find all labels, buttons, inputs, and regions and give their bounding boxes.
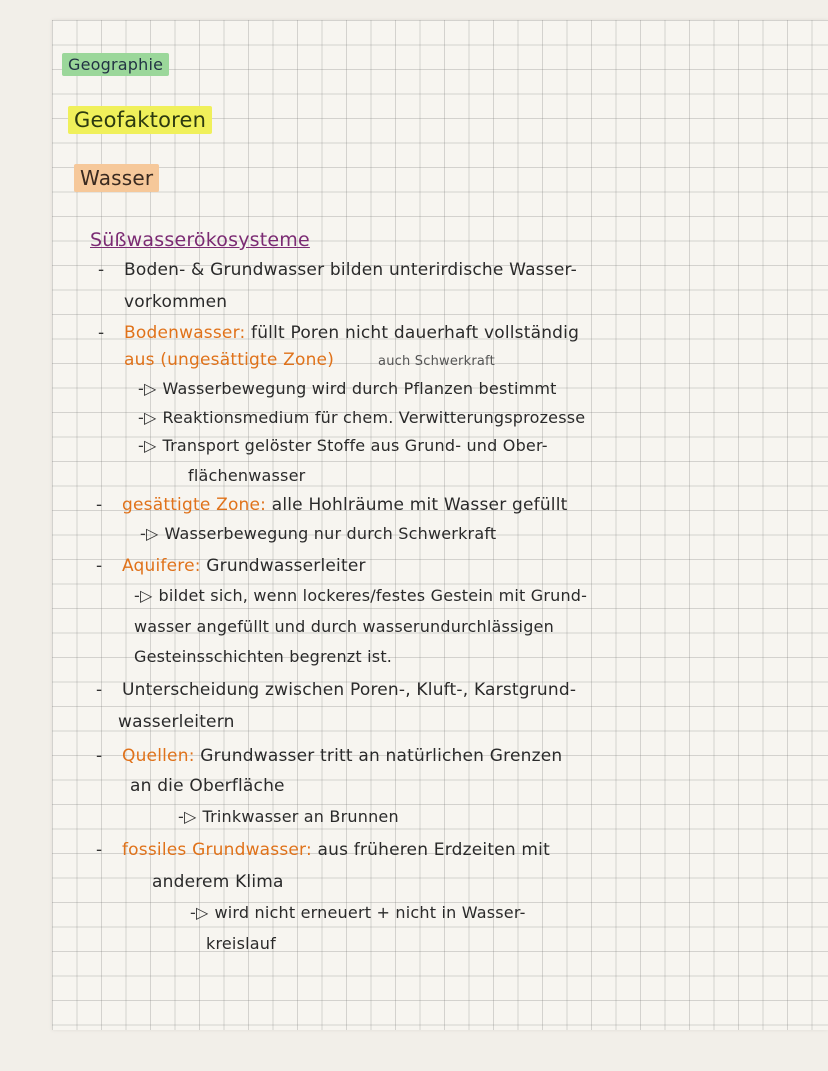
note-line: -▷ Trinkwasser an Brunnen (178, 807, 399, 826)
note-line: -▷ bildet sich, wenn lockeres/festes Gestein mit Grund- (134, 586, 588, 605)
note-line: -▷ wird nicht erneuert + nicht in Wasser- (190, 903, 526, 922)
note-line: vorkommen (124, 292, 228, 312)
note-line: aus (ungesättigte Zone) auch Schwerkraft (124, 350, 495, 370)
heading: Süßwasserökosysteme (90, 229, 310, 251)
note-line: - gesättigte Zone: alle Hohlräume mit Wasser gefüllt (96, 495, 568, 515)
note-line: -▷ Transport gelöster Stoffe aus Grund- und Ober- (138, 436, 548, 455)
note-line: wasserleitern (118, 712, 235, 732)
note-line: an die Oberfläche (130, 776, 285, 796)
note-line: anderem Klima (152, 872, 284, 892)
note-line: Gesteinsschichten begrenzt ist. (134, 647, 393, 666)
note-line: -▷ Reaktionsmedium für chem. Verwitterungsprozesse (138, 408, 586, 427)
note-line: - Boden- & Grundwasser bilden unterirdische Wasser- (98, 260, 577, 280)
note-line: - fossiles Grundwasser: aus früheren Erdzeiten mit (96, 840, 550, 860)
note-line: - Aquifere: Grundwasserleiter (96, 556, 366, 576)
subject-label: Geographie (62, 55, 169, 74)
note-line: -▷ Wasserbewegung nur durch Schwerkraft (140, 524, 497, 543)
note-line: - Unterscheidung zwischen Poren-, Kluft-, Karstgrund- (96, 680, 577, 700)
note-line: flächenwasser (188, 466, 306, 485)
note-line: - Quellen: Grundwasser tritt an natürlichen Grenzen (96, 746, 563, 766)
topic-title: Geofaktoren (68, 108, 212, 132)
note-line: wasser angefüllt und durch wasserundurchlässigen (134, 617, 554, 636)
note-line: kreislauf (206, 934, 276, 953)
note-line: -▷ Wasserbewegung wird durch Pflanzen bestimmt (138, 379, 557, 398)
note-line: - Bodenwasser: füllt Poren nicht dauerhaft vollständig (98, 323, 580, 343)
section-title: Wasser (74, 166, 159, 190)
